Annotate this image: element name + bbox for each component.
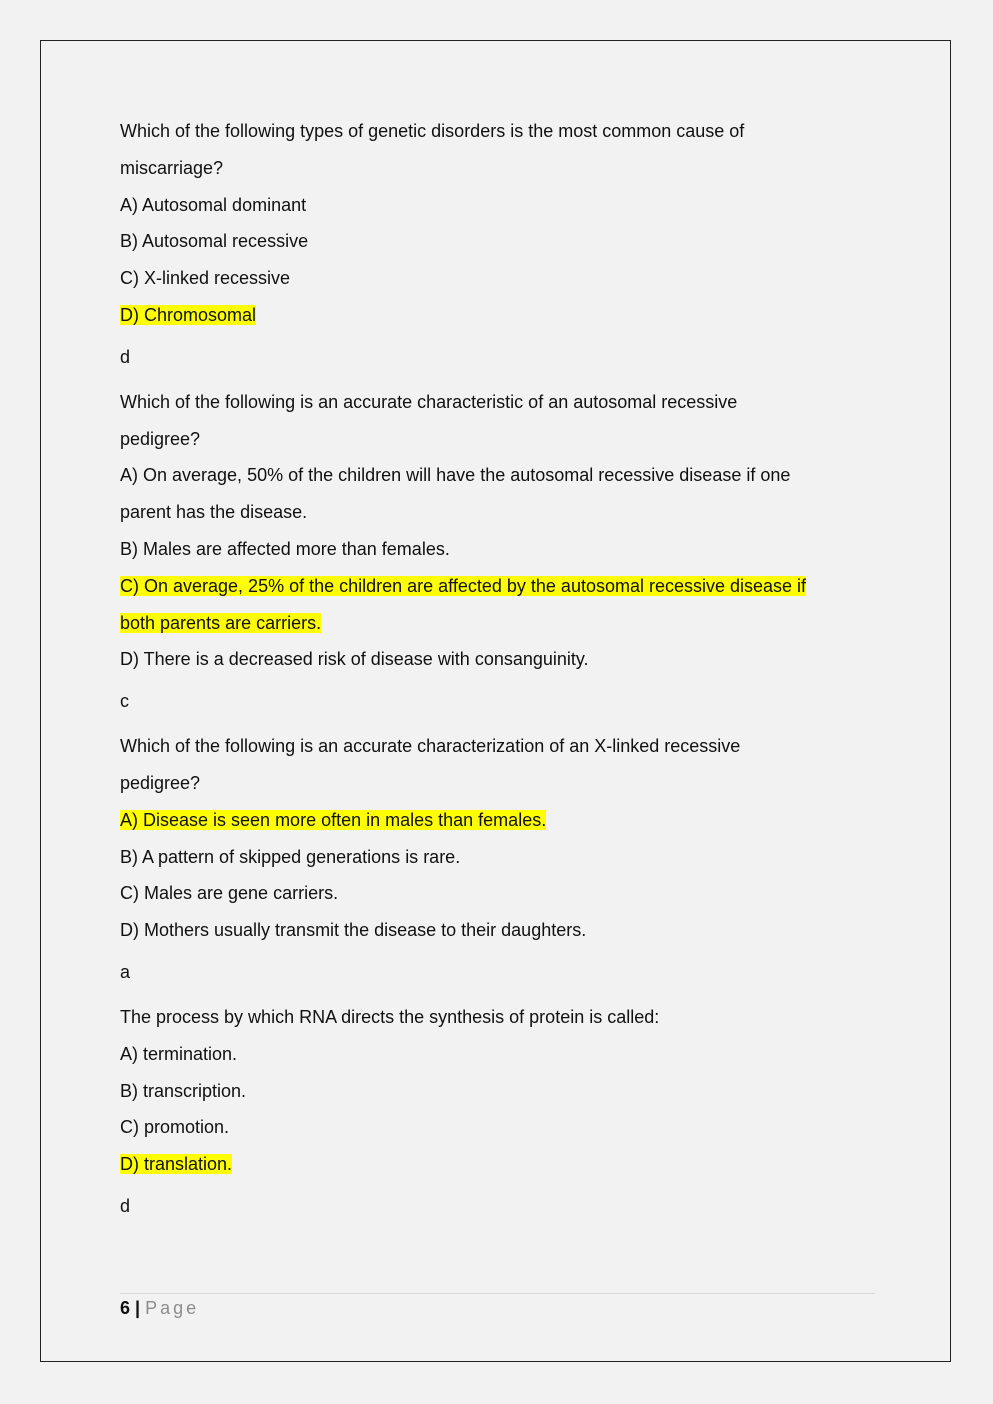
option-b: B) A pattern of skipped generations is rare.: [120, 846, 461, 867]
answer-key: c: [120, 691, 129, 712]
option-line: [120, 1146, 880, 1183]
footer-divider: [120, 1293, 875, 1294]
option-b: B) Males are affected more than females.: [120, 538, 450, 559]
question-text: Which of the following types of genetic disorders is the most common cause of: [120, 121, 745, 141]
question-text: Which of the following is an accurate characterization of an X-linked recessive: [120, 736, 741, 757]
question-line: [120, 384, 880, 421]
question-line: [120, 421, 880, 458]
question-line: [120, 113, 880, 150]
question-line: [120, 728, 880, 765]
question-text: miscarriage?: [120, 157, 224, 178]
option-c-highlighted: C) On average, 25% of the children are affected by the autosomal recessive disease if: [120, 575, 807, 596]
question-text: pedigree?: [120, 772, 201, 793]
page-separator: |: [135, 1298, 141, 1318]
question-3: [120, 728, 880, 984]
answer-key: d: [120, 346, 131, 367]
option-line: [120, 1036, 880, 1073]
question-1: [120, 113, 880, 369]
option-line: [120, 875, 880, 912]
answer-key: d: [120, 1195, 131, 1216]
option-line: [120, 605, 880, 642]
option-line: [120, 494, 880, 531]
question-2: [120, 384, 880, 713]
page-label: Page: [145, 1298, 200, 1318]
option-a: A) On average, 50% of the children will have the autosomal recessive disease if one: [120, 465, 791, 486]
option-b: B) Autosomal recessive: [120, 231, 309, 252]
option-line: [120, 802, 880, 839]
question-text: pedigree?: [120, 428, 201, 449]
option-a-highlighted: A) Disease is seen more often in males than females.: [120, 809, 547, 830]
question-text: The process by which RNA directs the synthesis of protein is called:: [120, 1006, 660, 1027]
option-line: [120, 839, 880, 876]
option-c: C) promotion.: [120, 1117, 230, 1138]
option-line: [120, 1073, 880, 1110]
option-d: D) There is a decreased risk of disease with consanguinity.: [120, 649, 589, 670]
question-line: [120, 765, 880, 802]
document-body: [120, 113, 880, 1233]
option-line: [120, 568, 880, 605]
option-b: B) transcription.: [120, 1080, 247, 1101]
option-d-highlighted: D) Chromosomal: [120, 304, 257, 325]
option-line: [120, 912, 880, 949]
option-line: [120, 223, 880, 260]
option-line: [120, 260, 880, 297]
question-text: Which of the following is an accurate characteristic of an autosomal recessive: [120, 391, 738, 412]
option-line: [120, 297, 880, 334]
question-4: [120, 999, 880, 1218]
question-line: [120, 999, 880, 1036]
option-a-continued: parent has the disease.: [120, 502, 308, 523]
option-d-highlighted: D) translation.: [120, 1154, 233, 1175]
page-footer: [120, 1296, 199, 1320]
option-a: A) Autosomal dominant: [120, 194, 307, 215]
option-line: [120, 641, 880, 678]
question-line: [120, 150, 880, 187]
option-c: C) X-linked recessive: [120, 268, 291, 289]
option-d: D) Mothers usually transmit the disease to their daughters.: [120, 920, 587, 941]
option-line: [120, 531, 880, 568]
option-a: A) termination.: [120, 1043, 238, 1064]
page-number: 6: [120, 1298, 131, 1318]
option-line: [120, 1109, 880, 1146]
option-line: [120, 187, 880, 224]
answer-key: a: [120, 961, 131, 982]
option-line: [120, 457, 880, 494]
option-c-highlighted-continued: both parents are carriers.: [120, 612, 322, 633]
option-c: C) Males are gene carriers.: [120, 883, 339, 904]
